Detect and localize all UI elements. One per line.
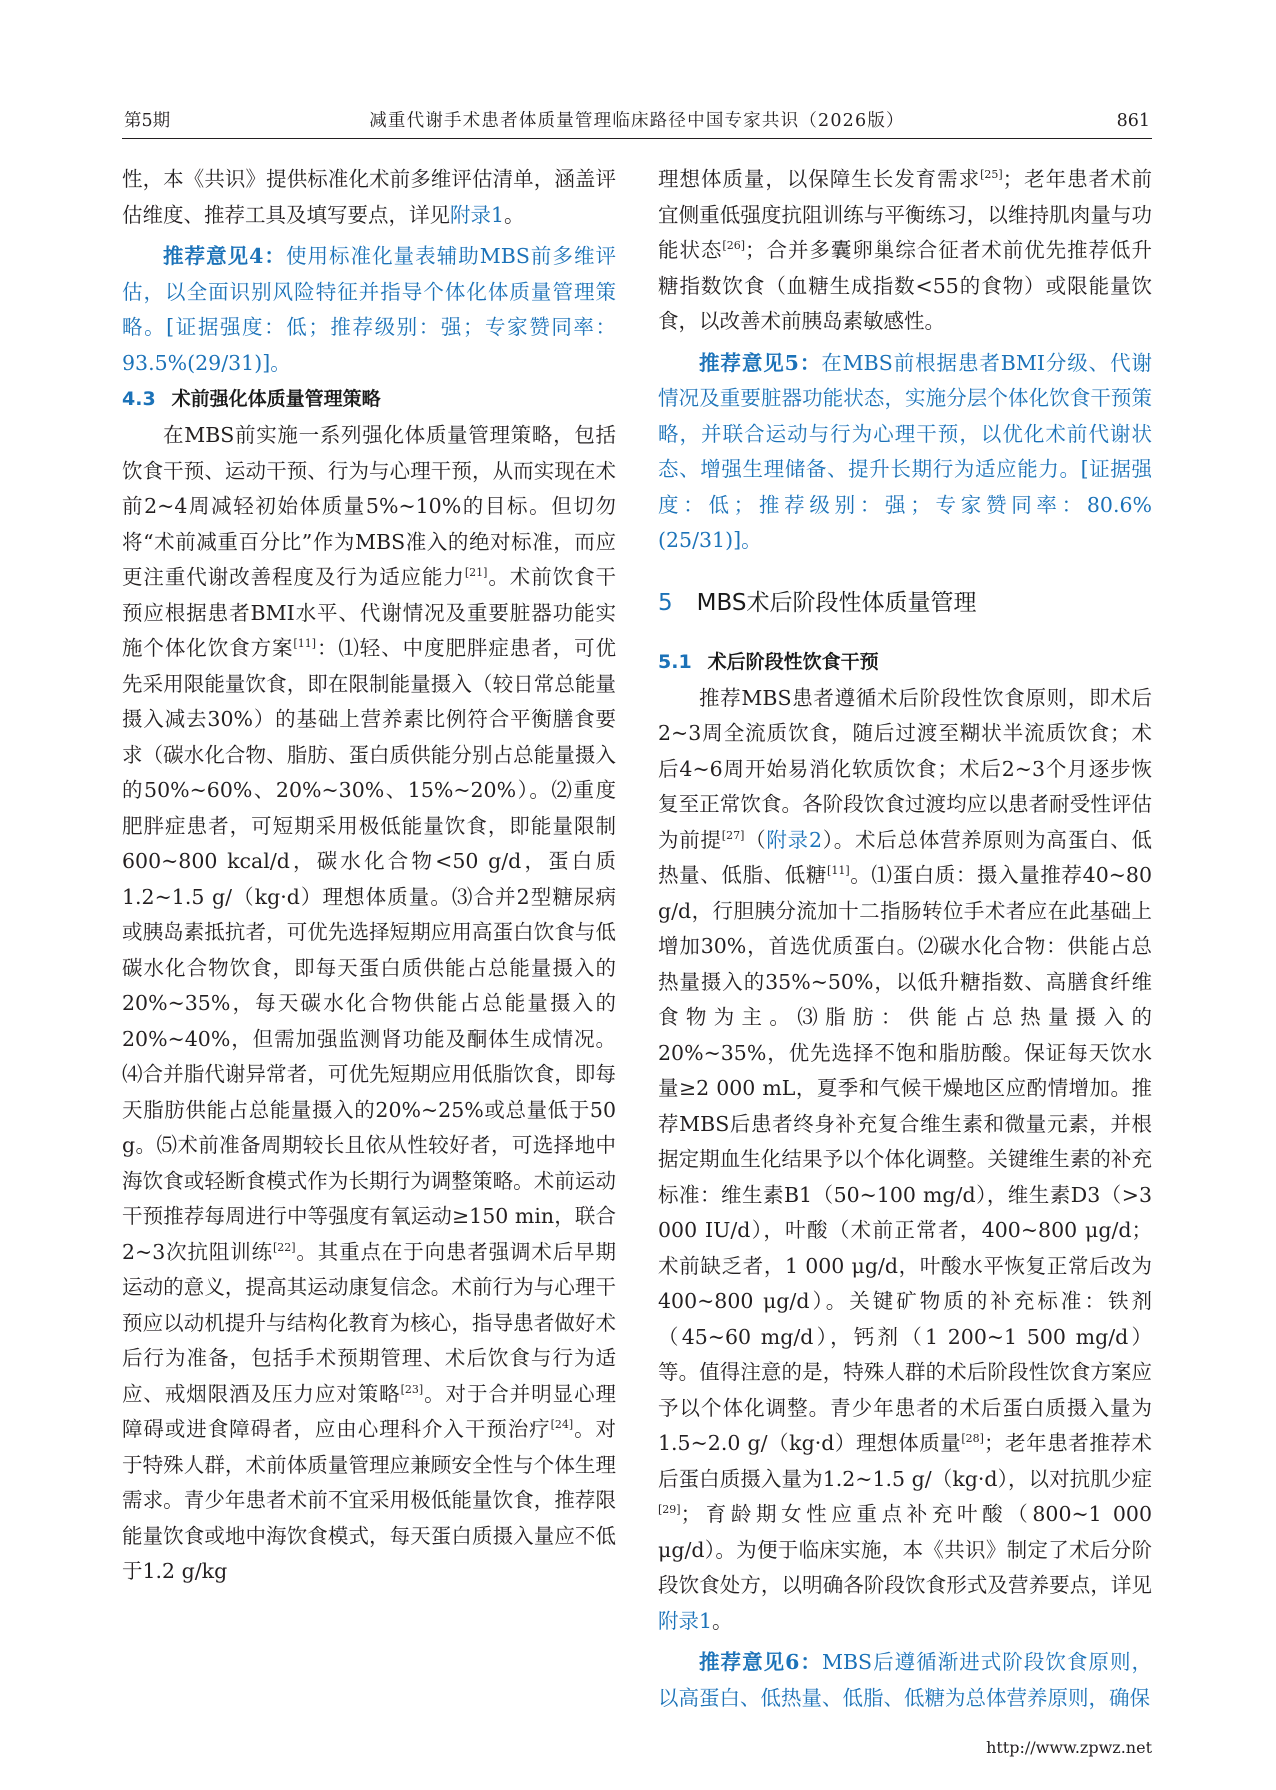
journal-title: 减重代谢手术患者体质量管理临床路径中国专家共识（2026版）	[369, 111, 905, 131]
recommendation-6-body: MBS后遵循渐进式阶段饮食原则，以高蛋白、低热量、低脂、低糖为总体营养原则，确保	[658, 1650, 1152, 1710]
citation-28[interactable]: [28]	[961, 1432, 984, 1446]
citation-21[interactable]: [21]	[464, 566, 488, 580]
appendix-1-link[interactable]: 附录1	[658, 1608, 713, 1633]
citation-11[interactable]: [11]	[293, 637, 317, 651]
footer-url[interactable]: http://www.zpwz.net	[986, 1738, 1152, 1757]
citation-24[interactable]: [24]	[550, 1418, 574, 1432]
recommendation-6-head: 推荐意见6：	[699, 1650, 822, 1674]
citation-29[interactable]: [29]	[658, 1503, 681, 1517]
citation-23[interactable]: [23]	[400, 1382, 424, 1396]
citation-11[interactable]: [11]	[827, 864, 850, 878]
issue-number: 第5期	[124, 111, 171, 131]
running-header	[122, 104, 1152, 139]
citation-25[interactable]: [25]	[980, 168, 1003, 182]
paragraph-postop-diet: 推荐MBS患者遵循术后阶段性饮食原则，即术后2~3周全流质饮食，随后过渡至糊状半流质饮食；术后4~6周开始易消化软质饮食；术后2~3个月逐步恢复至正常饮食。各阶段饮食过渡均应以患者耐受性评估为前提[27]（附录2）。术后总体营养原则为高蛋白、低热量、低脂、低糖[11]。⑴蛋白质：摄入量推荐40~80 g/d，行胆胰分流加十二指肠转位手术者应在此基础上增加30%，首选优质蛋白。⑵碳水化合物：供能占总热量摄入的35%~50%，以低升糖指数、高膳食纤维食物为主。⑶脂肪：供能占总热量摄入的20%~35%，优先选择不饱和脂肪酸。保证每天饮水量≥2 000 mL，夏季和气候干燥地区应酌情增加。推荐MBS后患者终身补充复合维生素和微量元素，并根据定期血生化结果予以个体化调整。关键维生素的补充标准：维生素B1（50~100 mg/d），维生素D3（>3 000 IU/d），叶酸（术前正常者，400~800 μg/d；术前缺乏者，1 000 μg/d，叶酸水平恢复正常后改为400~800 μg/d）。关键矿物质的补充标准：铁剂（45~60 mg/d），钙剂（1 200~1 500 mg/d）等。值得注意的是，特殊人群的术后阶段性饮食方案应予以个体化调整。青少年患者的术后蛋白质摄入量为1.5~2.0 g/（kg·d）理想体质量[28]；老年患者推荐术后蛋白质摄入量为1.2~1.5 g/（kg·d），以对抗肌少症[29]；育龄期女性应重点补充叶酸（800~1 000 μg/d）。为便于临床实施，本《共识》制定了术后分阶段饮食处方，以明确各阶段饮食形式及营养要点，详见附录1。	[658, 685, 1153, 1633]
section-5-heading: 5 MBS术后阶段性体质量管理	[658, 589, 977, 616]
right-column	[658, 162, 1152, 1716]
citation-22[interactable]: [22]	[272, 1240, 296, 1254]
paragraph-assessment-end: 性，本《共识》提供标准化术前多维评估清单，涵盖评估维度、推荐工具及填写要点，详见附录1。	[122, 167, 616, 227]
recommendation-6	[658, 1645, 1152, 1716]
page-number: 861	[1116, 111, 1150, 131]
citation-27[interactable]: [27]	[721, 828, 745, 842]
paragraph-special-populations: 理想体质量，以保障生长发育需求[25]；老年患者术前宜侧重低强度抗阻训练与平衡练习，以维持肌肉量与功能状态[26]；合并多囊卵巢综合征者术前优先推荐低升糖指数饮食（血糖生成指数<55的食物）或限能量饮食，以改善术前胰岛素敏感性。	[658, 167, 1153, 333]
left-column	[122, 162, 616, 1590]
recommendation-5-head: 推荐意见5：	[699, 350, 822, 375]
recommendation-5	[658, 346, 1152, 559]
section-4-3-heading: 4.3 术前强化体质量管理策略	[122, 388, 381, 410]
recommendation-4-body: 使用标准化量表辅助MBS前多维评估，以全面识别风险特征并指导个体化体质量管理策略。[证据强度：低；推荐级别：强；专家赞同率：93.5%(29/31)]。	[122, 244, 616, 375]
paragraph-preop-strategy: 在MBS前实施一系列强化体质量管理策略，包括饮食干预、运动干预、行为与心理干预，从而实现在术前2~4周减轻初始体质量5%~10%的目标。但切勿将“术前减重百分比”作为MBS准入的绝对标准，而应更注重代谢改善程度及行为适应能力[21]。术前饮食干预应根据患者BMI水平、代谢情况及重要脏器功能实施个体化饮食方案[11]：⑴轻、中度肥胖症患者，可优先采用限能量饮食，即在限制能量摄入（较日常总能量摄入减去30%）的基础上营养素比例符合平衡膳食要求（碳水化合物、脂肪、蛋白质供能分别占总能量摄入的50%~60%、20%~30%、15%~20%）。⑵重度肥胖症患者，可短期采用极低能量饮食，即能量限制600~800 kcal/d，碳水化合物<50 g/d，蛋白质1.2~1.5 g/（kg·d）理想体质量。⑶合并2型糖尿病或胰岛素抵抗者，可优先选择短期应用高蛋白饮食与低碳水化合物饮食，即每天蛋白质供能占总能量摄入的20%~35%，每天碳水化合物供能占总能量摄入的20%~40%，但需加强监测肾功能及酮体生成情况。⑷合并脂代谢异常者，可优先短期应用低脂饮食，即每天脂肪供能占总能量摄入的20%~25%或总量低于50 g。⑸术前准备周期较长且依从性较好者，可选择地中海饮食或轻断食模式作为长期行为调整策略。术前运动干预推荐每周进行中等强度有氧运动≥150 min，联合2~3次抗阻训练[22]。其重点在于向患者强调术后早期运动的意义，提高其运动康复信念。术前行为与心理干预应以动机提升与结构化教育为核心，指导患者做好术后行为准备，包括手术预期管理、术后饮食与行为适应、戒烟限酒及压力应对策略[23]。对于合并明显心理障碍或进食障碍者，应由心理科介入干预治疗[24]。对于特殊人群，术前体质量管理应兼顾安全性与个体生理需求。青少年患者术前不宜采用极低能量饮食，推荐限能量饮食或地中海饮食模式，每天蛋白质摄入量应不低于1.2 g/kg	[122, 423, 617, 1583]
citation-26[interactable]: [26]	[722, 239, 746, 253]
appendix-2-link[interactable]: 附录2	[766, 827, 822, 852]
recommendation-5-body: 在MBS前根据患者BMI分级、代谢情况及重要脏器功能状态，实施分层个体化饮食干预策略，并联合运动与行为心理干预，以优化术前代谢状态、增强生理储备、提升长期行为适应能力。[证据强度：低；推荐级别：强；专家赞同率：80.6%(25/31)]。	[658, 350, 1152, 552]
recommendation-4-head: 推荐意见4：	[163, 244, 286, 268]
section-5-1-heading: 5.1 术后阶段性饮食干预	[658, 650, 879, 673]
recommendation-4	[122, 239, 616, 381]
appendix-1-link[interactable]: 附录1	[450, 202, 505, 227]
